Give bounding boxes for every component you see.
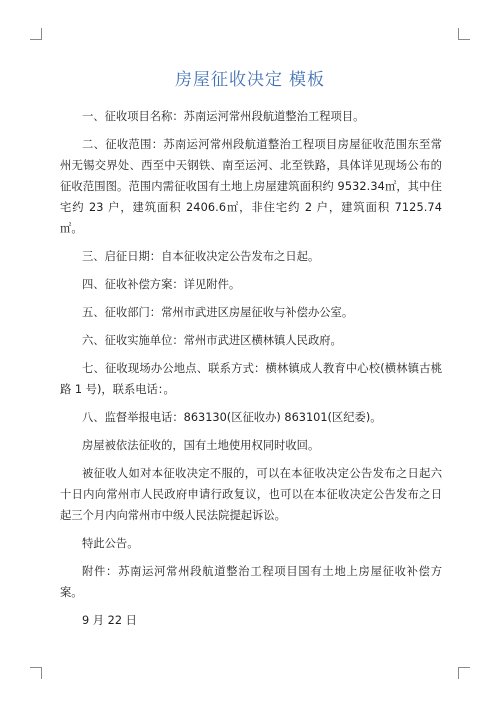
document-body xyxy=(60,106,442,638)
page-corner-mark-top-left xyxy=(30,28,42,40)
clause-project-name: 一、征收项目名称：苏南运河常州段航道整治工程项目。 xyxy=(82,110,365,123)
clause-site-office-contact: 七、征收现场办公地点、联系方式：横林镇成人教育中心校(横林镇古桃路 1 号)，联系电话：。 xyxy=(60,362,442,396)
paragraph-announcement: 特此公告。 xyxy=(82,537,139,550)
paragraph-attachment: 附件：苏南运河常州段航道整治工程项目国有土地上房屋征收补偿方案。 xyxy=(60,565,442,599)
page-corner-mark-top-right xyxy=(458,28,470,40)
clause-expropriation-scope: 二、征收范围：苏南运河常州段航道整治工程项目房屋征收范围东至常州无锡交界处、西至中天钢铁、南至运河、北至铁路，具体详见现场公布的征收范围图。范围内需征收国有土地上房屋建筑面积约 9532.34㎡，其中住宅约 23 户，建筑面积 2406.6㎡，非住宅约 2 户，建筑面积 7125.74㎡。 xyxy=(60,138,442,235)
clause-report-phone: 八、监督举报电话：863130(区征收办) 863101(区纪委)。 xyxy=(82,411,382,424)
paragraph-land-use-right: 房屋被依法征收的，国有土地使用权同时收回。 xyxy=(82,439,320,452)
paragraph-appeal-rights: 被征收人如对本征收决定不服的，可以在本征收决定公告发布之日起六十日内向常州市人民政府申请行政复议，也可以在本征收决定公告发布之日起三个月内向常州市中级人民法院提起诉讼。 xyxy=(60,467,442,522)
clause-implementing-unit: 六、征收实施单位：常州市武进区横林镇人民政府。 xyxy=(82,334,342,347)
page-corner-mark-bottom-right xyxy=(458,667,470,679)
page-corner-mark-bottom-left xyxy=(30,667,42,679)
document-title-text: 房屋征收决定 xyxy=(175,70,283,90)
document-title-suffix: 模板 xyxy=(289,70,325,90)
clause-start-date: 三、启征日期：自本征收决定公告发布之日起。 xyxy=(82,250,320,263)
clause-compensation-plan: 四、征收补偿方案：详见附件。 xyxy=(82,278,241,291)
document-title xyxy=(0,65,500,90)
clause-department: 五、征收部门：常州市武进区房屋征收与补偿办公室。 xyxy=(82,306,354,319)
document-date: 9 月 22 日 xyxy=(82,614,137,627)
